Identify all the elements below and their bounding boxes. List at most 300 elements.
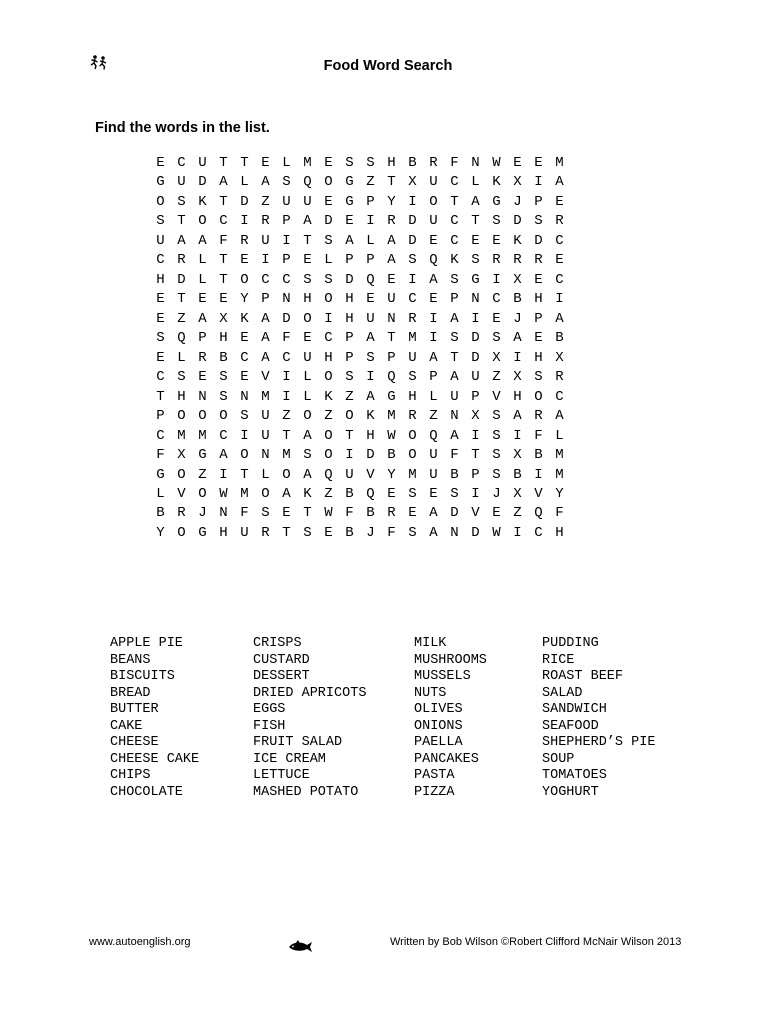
word-list-item: BREAD [110,685,151,701]
grid-letter: A [555,408,564,425]
grid-letter: N [219,505,228,522]
grid-letter: F [450,447,459,464]
grid-letter: E [471,232,480,249]
grid-letter: S [303,524,312,541]
grid-letter: C [240,349,249,366]
grid-letter: Y [555,485,564,502]
word-list-item: BISCUITS [110,669,175,684]
grid-letter: O [345,408,354,425]
grid-letter: T [219,252,228,269]
grid-letter: I [492,271,501,288]
grid-letter: P [450,291,459,308]
grid-row [150,212,570,231]
grid-letter: I [366,369,375,386]
grid-letter: S [366,155,375,171]
grid-letter: C [555,388,564,405]
grid-letter: M [198,427,207,444]
grid-letter: G [492,193,501,210]
grid-letter: R [261,524,270,541]
grid-letter: G [198,447,207,464]
grid-letter: Z [513,505,522,522]
grid-letter: A [429,271,438,288]
grid-letter: E [555,193,564,210]
grid-letter: S [303,447,312,464]
grid-letter: I [324,310,333,327]
grid-letter: J [513,310,522,327]
grid-letter: A [303,213,312,230]
word-list-item: PIZZA [414,784,455,800]
grid-row [150,368,570,387]
grid-letter: H [324,349,333,366]
grid-letter: E [387,271,396,288]
grid-letter: H [219,330,228,347]
grid-letter: N [471,155,480,171]
grid-letter: M [261,388,270,405]
word-list-column-3 [414,636,487,801]
grid-letter: E [324,193,333,210]
word-list-item: ROAST BEEF [542,669,624,684]
grid-letter: F [282,330,291,347]
grid-letter: I [261,252,270,269]
grid-letter: B [513,291,522,308]
word-list-column-4 [542,636,655,801]
grid-letter: C [492,291,501,308]
grid-letter: M [303,155,312,171]
word-list-item: CAKE [110,718,143,734]
grid-letter: U [156,232,165,249]
grid-letter: L [366,232,375,249]
grid-letter: A [513,408,522,425]
grid-letter: U [366,310,375,327]
grid-letter: O [177,524,186,541]
grid-letter: B [345,485,354,502]
grid-letter: R [513,252,522,269]
grid-letter: A [387,252,396,269]
grid-letter: C [324,330,333,347]
grid-letter: O [324,447,333,464]
grid-letter: P [471,388,480,405]
grid-letter: I [471,485,480,502]
grid-row [150,524,570,543]
grid-letter: T [177,291,186,308]
grid-letter: B [345,524,354,541]
grid-letter: I [408,271,417,288]
grid-letter: A [387,232,396,249]
grid-letter: F [345,505,354,522]
grid-letter: L [177,349,186,366]
grid-letter: U [261,427,270,444]
word-search-grid [150,154,570,543]
grid-letter: R [534,408,543,425]
grid-letter: I [471,427,480,444]
word-list-item: MUSSELS [414,669,471,684]
grid-letter: D [471,349,480,366]
grid-letter: Q [177,330,186,347]
grid-letter: S [282,174,291,191]
grid-letter: Q [366,271,375,288]
grid-letter: G [156,174,165,191]
grid-letter: H [303,291,312,308]
grid-letter: H [156,271,165,288]
grid-letter: S [177,369,186,386]
page-title: Food Word Search [323,58,453,74]
grid-letter: G [198,524,207,541]
grid-letter: T [219,155,228,171]
grid-letter: S [303,271,312,288]
grid-letter: I [555,291,564,308]
grid-letter: Y [156,524,165,541]
grid-letter: D [345,271,354,288]
grid-letter: D [534,232,543,249]
grid-letter: C [450,232,459,249]
grid-letter: E [366,291,375,308]
grid-letter: S [492,408,501,425]
grid-letter: A [261,330,270,347]
grid-letter: O [303,310,312,327]
grid-letter: G [387,388,396,405]
grid-letter: E [408,505,417,522]
grid-letter: U [429,447,438,464]
grid-letter: A [303,466,312,483]
grid-letter: B [450,466,459,483]
grid-letter: M [555,155,564,171]
grid-letter: P [282,252,291,269]
grid-letter: T [387,174,396,191]
grid-letter: N [387,310,396,327]
grid-letter: X [555,349,564,366]
grid-letter: A [303,427,312,444]
grid-letter: N [282,291,291,308]
grid-letter: C [282,271,291,288]
grid-letter: S [345,369,354,386]
grid-letter: Q [324,466,333,483]
grid-letter: U [429,174,438,191]
word-list-item: SANDWICH [542,702,607,717]
grid-letter: O [534,388,543,405]
grid-letter: V [471,505,480,522]
grid-letter: E [492,310,501,327]
grid-letter: C [177,155,186,171]
grid-letter: G [345,193,354,210]
grid-letter: L [303,369,312,386]
word-list-item: PASTA [414,768,455,783]
grid-letter: T [240,466,249,483]
word-list-item: SOUP [542,751,575,767]
grid-letter: C [282,349,291,366]
grid-letter: W [324,505,333,522]
grid-letter: H [177,388,186,405]
grid-letter: Z [261,193,270,210]
grid-letter: P [345,330,354,347]
grid-letter: Q [534,505,543,522]
grid-row [150,154,570,173]
grid-letter: M [387,408,396,425]
instructions-text: Find the words in the list. [95,120,270,136]
grid-letter: D [240,193,249,210]
grid-letter: Z [324,485,333,502]
grid-letter: X [513,174,522,191]
grid-letter: M [282,447,291,464]
grid-letter: A [450,427,459,444]
grid-letter: T [303,505,312,522]
footer-credit: Written by Bob Wilson ©Robert Clifford McNair Wilson 2013 [390,936,682,948]
grid-letter: C [156,369,165,386]
grid-row [150,485,570,504]
grid-row [150,251,570,270]
grid-letter: B [555,330,564,347]
word-list-item: PAELLA [414,735,463,750]
grid-letter: H [366,427,375,444]
grid-letter: D [513,213,522,230]
grid-letter: H [345,291,354,308]
grid-letter: T [156,388,165,405]
grid-letter: U [303,193,312,210]
grid-letter: O [324,291,333,308]
grid-letter: L [303,388,312,405]
word-list-item: CHEESE [110,735,159,750]
grid-letter: O [177,466,186,483]
grid-letter: R [555,369,564,386]
grid-letter: D [366,447,375,464]
grid-letter: O [240,447,249,464]
word-list-item: MASHED POTATO [253,784,359,800]
grid-letter: A [198,232,207,249]
grid-letter: E [555,252,564,269]
grid-letter: H [534,291,543,308]
grid-letter: R [240,232,249,249]
grid-letter: D [450,505,459,522]
grid-letter: E [513,155,522,171]
grid-letter: I [429,310,438,327]
grid-letter: P [198,330,207,347]
grid-row [150,329,570,348]
grid-letter: X [513,369,522,386]
word-list-item: DESSERT [253,669,310,684]
grid-letter: J [198,505,207,522]
grid-letter: V [492,388,501,405]
grid-letter: Z [492,369,501,386]
word-list-item: RICE [542,652,575,668]
word-list-item: YOGHURT [542,784,599,800]
grid-letter: O [408,447,417,464]
grid-letter: L [282,155,291,171]
grid-letter: O [261,485,270,502]
grid-letter: E [261,155,270,171]
grid-row [150,349,570,368]
word-list-item: DRIED APRICOTS [253,685,367,701]
grid-letter: V [177,485,186,502]
grid-letter: D [177,271,186,288]
grid-letter: R [408,310,417,327]
grid-letter: U [429,213,438,230]
word-list-item: ONIONS [414,718,463,734]
grid-letter: E [198,369,207,386]
grid-letter: E [534,271,543,288]
grid-letter: H [219,524,228,541]
grid-letter: T [450,193,459,210]
grid-letter: S [219,388,228,405]
word-list-column-1 [110,636,199,801]
grid-letter: X [177,447,186,464]
grid-letter: Y [387,193,396,210]
grid-letter: E [492,232,501,249]
grid-letter: Z [366,174,375,191]
grid-letter: E [240,330,249,347]
grid-letter: D [282,310,291,327]
grid-letter: R [261,213,270,230]
grid-letter: D [198,174,207,191]
grid-letter: B [156,505,165,522]
footer-website: www.autoenglish.org [89,936,191,948]
grid-letter: A [261,310,270,327]
grid-letter: Z [324,408,333,425]
grid-letter: A [219,447,228,464]
grid-letter: N [450,408,459,425]
grid-letter: Q [429,427,438,444]
grid-letter: L [324,252,333,269]
grid-letter: M [408,466,417,483]
grid-letter: F [156,447,165,464]
grid-letter: S [471,252,480,269]
grid-letter: U [261,232,270,249]
grid-letter: Q [387,369,396,386]
grid-letter: C [219,213,228,230]
word-list-item: PANCAKES [414,751,479,767]
grid-letter: A [429,524,438,541]
grid-letter: F [219,232,228,249]
grid-letter: L [555,427,564,444]
grid-letter: T [177,213,186,230]
grid-letter: S [408,524,417,541]
grid-letter: S [156,330,165,347]
grid-letter: Z [429,408,438,425]
grid-letter: I [366,213,375,230]
grid-row [150,271,570,290]
grid-letter: E [303,330,312,347]
grid-row [150,407,570,426]
grid-letter: M [177,427,186,444]
grid-letter: B [534,447,543,464]
grid-letter: L [261,466,270,483]
grid-letter: S [492,427,501,444]
grid-letter: D [408,232,417,249]
grid-letter: L [198,271,207,288]
grid-letter: R [387,213,396,230]
grid-letter: S [450,330,459,347]
grid-letter: A [261,349,270,366]
grid-letter: S [408,369,417,386]
grid-letter: M [555,466,564,483]
grid-letter: O [198,213,207,230]
grid-letter: H [387,155,396,171]
grid-row [150,388,570,407]
grid-letter: E [534,155,543,171]
grid-letter: S [366,349,375,366]
grid-letter: N [240,388,249,405]
grid-letter: B [408,155,417,171]
grid-letter: C [534,524,543,541]
grid-row [150,466,570,485]
grid-letter: L [198,252,207,269]
grid-letter: E [282,505,291,522]
grid-letter: M [555,447,564,464]
grid-letter: C [261,271,270,288]
grid-letter: S [261,505,270,522]
grid-letter: O [324,174,333,191]
grid-letter: A [261,174,270,191]
grid-letter: T [345,427,354,444]
word-list-item: BEANS [110,652,151,668]
grid-letter: E [345,213,354,230]
grid-letter: O [303,408,312,425]
word-list-item: APPLE PIE [110,636,183,651]
grid-letter: T [219,193,228,210]
grid-letter: Q [366,485,375,502]
word-list-item: LETTUCE [253,768,310,783]
grid-letter: E [198,291,207,308]
word-list-item: CRISPS [253,636,302,651]
grid-letter: O [408,427,417,444]
grid-letter: S [408,252,417,269]
grid-letter: T [282,427,291,444]
grid-letter: S [156,213,165,230]
grid-letter: S [324,271,333,288]
grid-letter: V [366,466,375,483]
grid-letter: I [282,388,291,405]
grid-letter: J [492,485,501,502]
grid-letter: Y [387,466,396,483]
grid-letter: R [177,505,186,522]
word-list-item: MUSHROOMS [414,652,487,668]
grid-letter: I [282,369,291,386]
grid-row [150,504,570,523]
grid-letter: Y [240,291,249,308]
grid-letter: U [345,466,354,483]
grid-letter: A [366,388,375,405]
grid-letter: G [156,466,165,483]
grid-letter: P [156,408,165,425]
grid-letter: O [429,193,438,210]
grid-letter: A [345,232,354,249]
grid-letter: N [261,447,270,464]
grid-letter: T [450,349,459,366]
grid-letter: S [450,271,459,288]
grid-letter: S [450,485,459,502]
grid-letter: P [429,369,438,386]
grid-letter: Z [345,388,354,405]
grid-letter: W [219,485,228,502]
grid-letter: E [429,232,438,249]
grid-letter: U [282,193,291,210]
grid-letter: F [555,505,564,522]
grid-letter: H [513,388,522,405]
grid-letter: A [429,349,438,366]
grid-letter: V [534,485,543,502]
grid-letter: A [177,232,186,249]
grid-letter: A [429,505,438,522]
grid-letter: F [387,524,396,541]
grid-letter: I [534,466,543,483]
grid-letter: H [345,310,354,327]
grid-letter: D [324,213,333,230]
grid-letter: R [177,252,186,269]
grid-letter: I [240,427,249,444]
grid-letter: P [282,213,291,230]
grid-letter: H [534,349,543,366]
grid-letter: I [513,524,522,541]
grid-letter: P [534,193,543,210]
grid-letter: I [513,349,522,366]
